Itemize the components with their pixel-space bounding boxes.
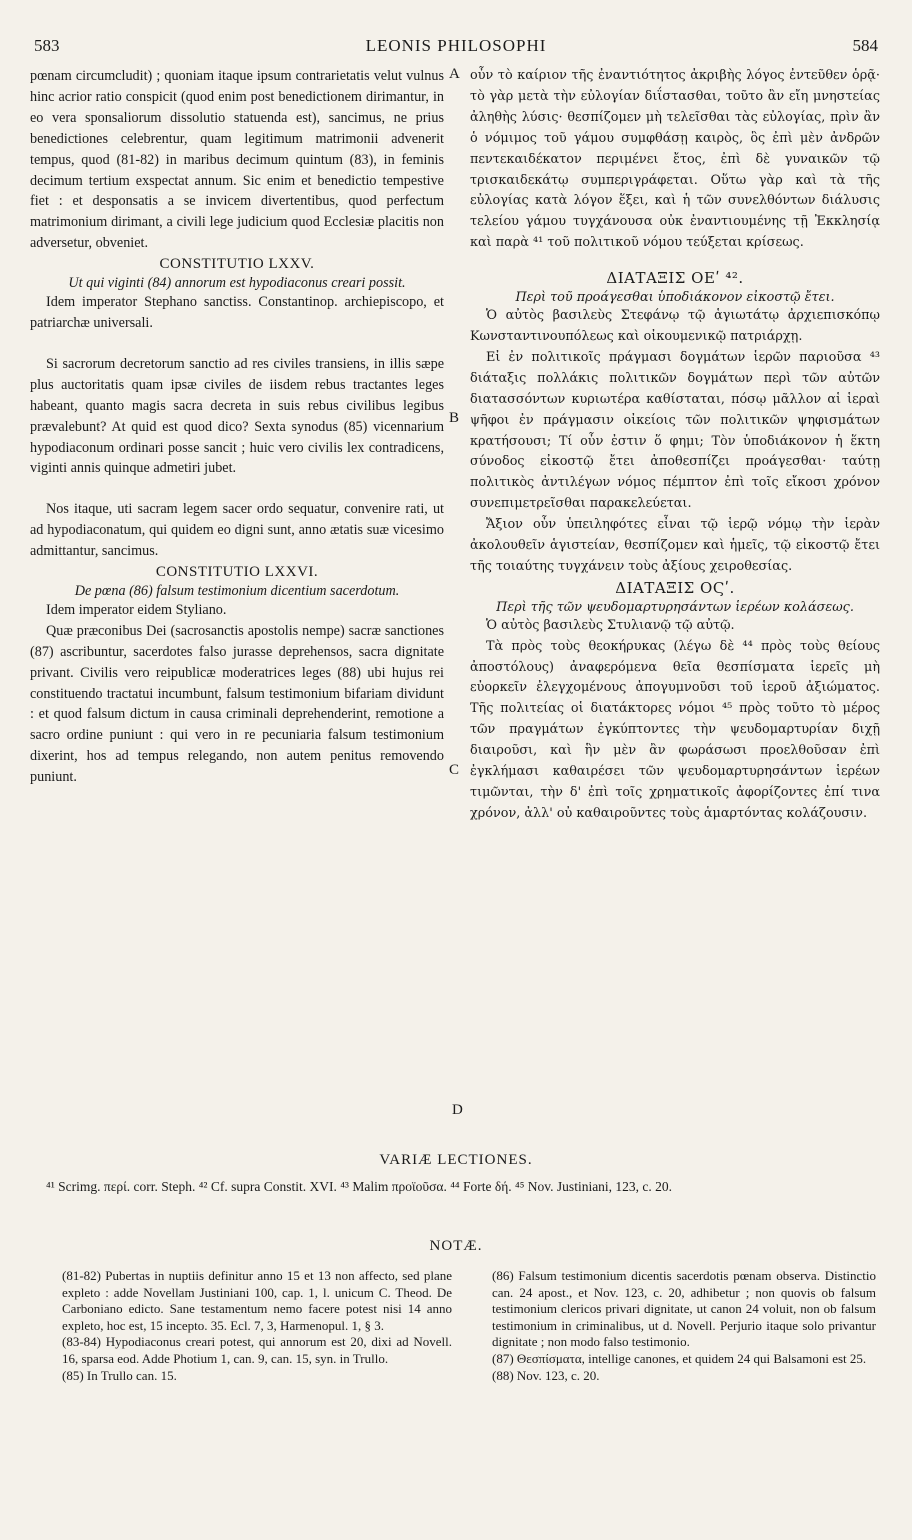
note-83-84: (83-84) Hypodiaconus creari potest, qui annorum est 20, dixi ad Novell. 16, sparsa eod. Adde Photium 1, can. 9, can. 15, syn. in Trullo. xyxy=(62,1334,452,1366)
running-title: LEONIS PHILOSOPHI xyxy=(365,36,547,55)
greek-c76-address: Ὁ αὐτὸς βασιλεὺς Στυλιανῷ τῷ αὐτῷ. xyxy=(486,617,735,633)
greek-c76-title: ΔΙΑΤΑΞΙΣ ΟϚʹ. xyxy=(615,578,735,597)
greek-c75-title: ΔΙΑΤΑΞΙΣ ΟΕʹ ⁴². xyxy=(606,269,744,288)
note-85: (85) In Trullo can. 15. xyxy=(62,1367,177,1383)
page-number-left: 583 xyxy=(34,36,60,55)
notes-right-column xyxy=(492,1268,876,1384)
latin-c76-para-1: Quæ præconibus Dei (sacrosanctis apostolis nempe) sacræ sanctiones (87) ascribuntur, sacerdotes falso jurasse deprehensos, sacra dignitate privant. Civilis vero reipublicæ moderatrices leges (88) ubi hujus rei constituendo tractatui incumbunt, falsum testimonium bifariam dividunt : et quod falsum dictum in causa criminali deprehenderint, remotione a sacro ordine puniunt : qui vero in re pecuniaria falsum testimonium dixerint, hos ad tempus relegando, non autem penitus removendo puniunt. xyxy=(30,622,444,786)
greek-c76-subtitle: Περὶ τῆς τῶν ψευδομαρτυρησάντων ἱερέων κολάσεως. xyxy=(496,599,854,615)
greek-c76-para-1: Τὰ πρὸς τοὺς θεοκήρυκας (λέγω δὲ ⁴⁴ πρὸς τοὺς θείους ἀποστόλους) ἀναφερόμενα θεῖα θεσπίσματα ἱερεῖς μὴ εὐορκεῖν ἐλεγχομένους ἀπογυμνοῦσι τοῦ ἱεροῦ ἀξιώματος. Τῆς πολιτείας οἱ διατάκτορες νόμοι ⁴⁵ πρὸς τοῦτο τὸ μέρος τῶν πραγμάτων ἐγκύπτοντες τὴν ψευδομαρτυρίαν διχῇ διαιροῦσι, καὶ ἣν μὲν ἂν φωράσωσι προελθοῦσαν ἐπὶ ἐγκλήμασι καθαιρέσει τῶν ψευδομαρτυρησάντων ἱερέων τιμῶνται, τὴν δ' ἐπὶ τοῖς χρηματικοῖς ἀφορίζοντες ἐπί τινα χρόνον, ἀλλ' οὐ καθαιροῦντες τοὺς ἁμαρτόντας κολάζουσιν. xyxy=(470,638,880,821)
greek-c75-para-1: Εἰ ἐν πολιτικοῖς πράγμασι δογμάτων ἱερῶν παριοῦσα ⁴³ διάταξις πολλάκις πολιτικῶν δογμάτων περὶ τῶν αὐτῶν διατασσόντων κυριωτέρα καθίσταται, πόσῳ μᾶλλον αἱ ἱεραὶ ψῆφοι ἐν πράγμασιν οἰκείοις τῶν πολιτικῶν ψηφισμάτων κρατήσουσι; Τί οὖν ἐστιν ὅ φημι; Τὸν ὑποδιάκονον ἡ ἕκτη σύνοδος εἰκοστῷ ἔτει ἀποθεσπίζει προάγεσθαι· ταύτῃ πολιτικὸς ἀντιλέγων νόμος πέμπτον ἐπὶ τοῖς εἴκοσι χρόνον συνεπιμετρεῖσθαι παρακελεύεται. xyxy=(470,349,880,512)
margin-marker-d: D xyxy=(452,1102,463,1118)
greek-c75-subtitle: Περὶ τοῦ προάγεσθαι ὑποδιάκονον εἰκοστῷ ἔτει. xyxy=(515,290,835,306)
greek-c75-para-2: Ἄξιον οὖν ὑπειληφότες εἶναι τῷ ἱερῷ νόμῳ τὴν ἱερὰν ἀκολουθεῖν ἁγιστείαν, θεσπίζομεν καὶ ἡμεῖς, τῷ εἰκοστῷ ἔτει τῆς τοιαύτης τυγχάνειν τοὺς ἀξίους χειροθεσίας. xyxy=(470,517,880,574)
latin-c75-title: CONSTITUTIO LXXV. xyxy=(159,256,315,273)
page-number-right: 584 xyxy=(852,36,878,55)
latin-c76-subtitle: De pœna (86) falsum testimonium dicentium sacerdotum. xyxy=(74,582,400,599)
variae-lectiones-title: VARIÆ LECTIONES. xyxy=(379,1152,533,1168)
greek-column xyxy=(470,66,880,825)
variae-lectiones-text: ⁴¹ Scrimg. περί. corr. Steph. ⁴² Cf. supra Constit. XVI. ⁴³ Malim προϊοῦσα. ⁴⁴ Forte δή. ⁴⁵ Nov. Justiniani, 123, c. 20. xyxy=(46,1179,673,1194)
notae-title: NOTÆ. xyxy=(429,1238,483,1254)
margin-marker-c: C xyxy=(449,762,460,778)
latin-c76-title: CONSTITUTIO LXXVI. xyxy=(155,564,319,581)
latin-c75-subtitle: Ut qui viginti (84) annorum est hypodiaconus creari possit. xyxy=(68,275,406,292)
latin-c76-address: Idem imperator eidem Styliano. xyxy=(46,601,227,618)
latin-column xyxy=(30,66,444,788)
notes-left-column xyxy=(62,1268,452,1384)
note-87: (87) Θεσπίσματα, intellige canones, et quidem 24 qui Balsamoni est 25. xyxy=(492,1350,867,1366)
margin-marker-b: B xyxy=(449,410,460,426)
running-header xyxy=(34,36,878,58)
latin-c75-para-1: Si sacrorum decretorum sanctio ad res civiles transiens, in illis sæpe plus auctoritatis quam ipsæ civiles de iisdem rebus tractantes leges habeant, quanto magis sacra decreta in suis rebus civilibus legibus prævalebunt? At quid est quod dico? Sexta synodus (85) vicennarium hypodiaconum ordinari posse sancit ; huic vero civilis lex contradicens, viginti annis quinque admetiri jubet. xyxy=(30,355,444,477)
latin-c75-para-2: Nos itaque, uti sacram legem sacer ordo sequatur, convenire rati, ut ad hypodiaconatum, qui quidem eo digni sunt, anno ætatis suæ vicesimo admittantur, sancimus. xyxy=(30,501,444,560)
greek-intro: οὖν τὸ καίριον τῆς ἐναντιότητος ἀκριβὴς λόγος ἐντεῦθεν ὁρᾷ· τὸ γὰρ μετὰ τὴν εὐλογίαν διΐστασθαι, τοῦτο ἂν εἴη μνηστείας ἀληθὴς λύσις· θεσπίζομεν μὴ τελεῖσθαι τὰς εὐλογίας, πρὶν ἂν ὁ νόμιμος τοῦ γάμου συμφθάσῃ καιρὸς, ὃς ἐπὶ μὲν ἀνδρῶν πεντεκαιδέκατον περιμένει ἔτος, ἐπὶ δὲ γυναικῶν τῷ τρισκαιδεκάτῳ συμπεριγράφεται. Οὕτω γὰρ καὶ τὰ τῆς εὐλογίας κατὰ λόγον ἕξει, καὶ ἡ τῶν συνελθόντων διάλυσις τελείου γάμου τυγχάνουσα οὐκ ἐναντιουμένης τῇ Ἐκκλησίᾳ καὶ παρὰ ⁴¹ τοῦ πολιτικοῦ νόμου τεύξεται κρίσεως. xyxy=(470,68,880,251)
greek-c75-address: Ὁ αὐτὸς βασιλεὺς Στεφάνῳ τῷ ἁγιωτάτῳ ἀρχιεπισκόπῳ Κωνσταντινουπόλεως καὶ οἰκουμενικῷ πατριάρχῃ. xyxy=(470,308,880,344)
note-81-82: (81-82) Pubertas in nuptiis definitur anno 15 et 13 non affecto, sed plane expleto : adde Novellam Justiniani 100, cap. 1, l. unicum C. Theod. De Carboniano edicto. Sane testamentum nemo facere potest nisi 14 anno expleto, hoc est, 15 incepto. 35. Ecl. 7, 3, Harmenopul. 1, § 3. xyxy=(62,1268,452,1333)
note-88: (88) Nov. 123, c. 20. xyxy=(492,1367,600,1383)
latin-c75-address: Idem imperator Stephano sanctiss. Constantinop. archiepiscopo, et patriarchæ universali. xyxy=(30,294,444,331)
margin-marker-a: A xyxy=(449,66,460,82)
latin-intro: pœnam circumcludit) ; quoniam itaque ipsum contrarietatis velut vulnus hinc acrior ratio conspicit (quod enim post benedictionem dirimantur, in eo vera sponsaliorum dissolutio statuenda est), sancimus, ne prius benedictiones celebrentur, quam legitimum matrimonii advenerit tempus, quod (81-82) in maribus decimum quintum (83), in feminis decimum tertium exspectat annum. Sic enim et benedictio tempestive fiet : et desponsatis a se invicem divertentibus, quod perfectum matrimonium dirimant, a civili lege judicium quod Ecclesiæ placitis non adversetur, obveniet. xyxy=(30,68,444,252)
note-86: (86) Falsum testimonium dicentis sacerdotis pœnam observa. Distinctio can. 24 apost., et Nov. 123, c. 20, adhibetur ; non quovis ob falsum testimonium clericos privari dignitate, ut canon 24 voluit, non ob falsum testimonium in criminalibus, ut d. Novell. Perjurio itaque solo privantur dignitate ; non modo falso testimonio. xyxy=(492,1268,876,1350)
